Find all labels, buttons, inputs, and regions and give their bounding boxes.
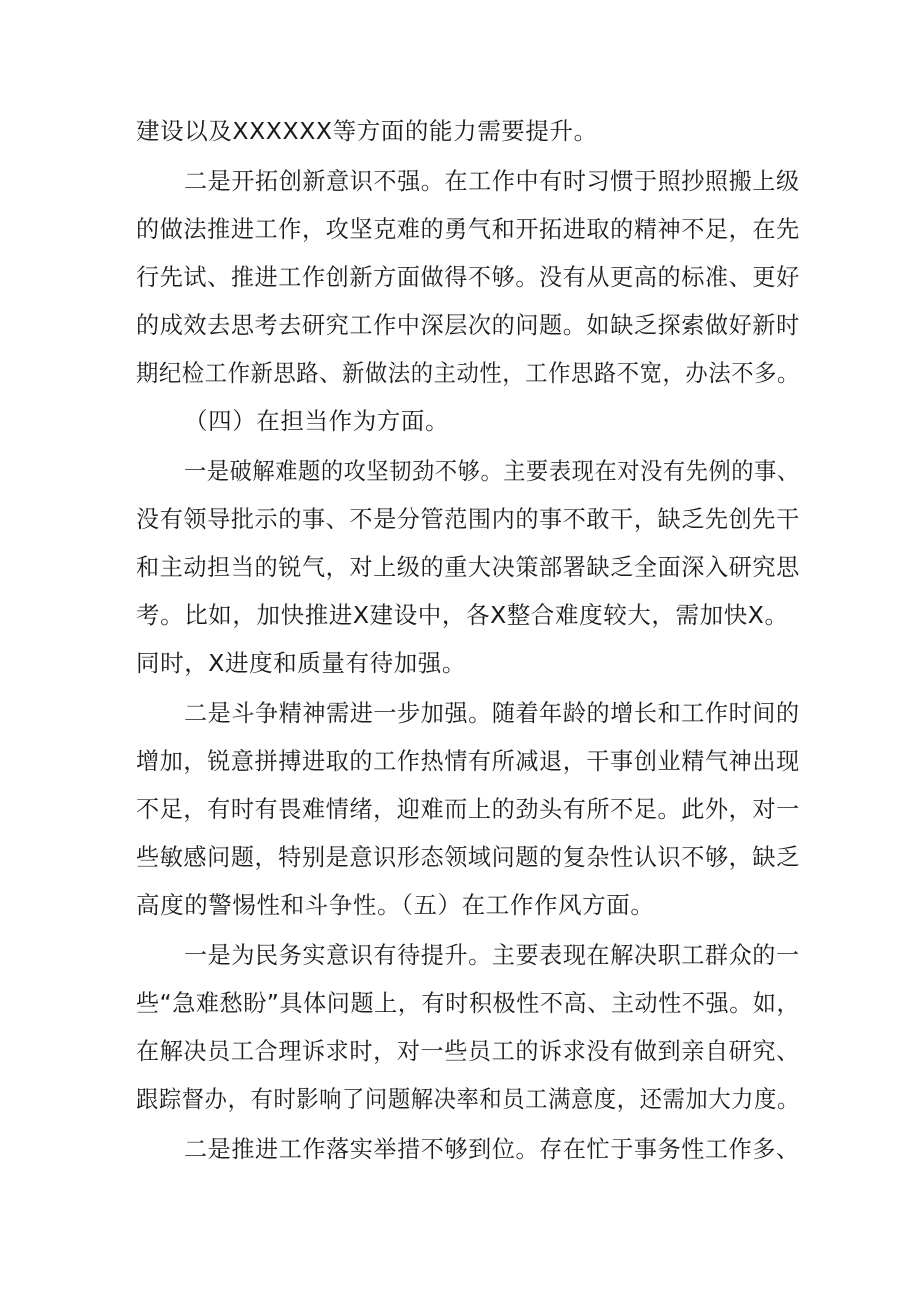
paragraph-first-line: 一是破解难题的攻坚韧劲不够。主要表现在对没有先例的事、 [184, 457, 800, 485]
text-line: 考。比如，加快推进X建设中，各X整合难度较大，需加快X。 [136, 601, 789, 629]
text-line: 增加，锐意拼搏进取的工作热情有所减退，干事创业精气神出现 [136, 747, 800, 775]
text-line: 不足，有时有畏难情绪，迎难而上的劲头有所不足。此外，对一 [136, 795, 800, 823]
text-line: 的成效去思考去研究工作中深层次的问题。如缺乏探索做好新时 [136, 311, 800, 339]
text-line: 和主动担当的锐气，对上级的重大决策部署缺乏全面深入研究思 [136, 553, 800, 581]
text-line: 同时，X进度和质量有待加强。 [136, 649, 466, 677]
text-line: 跟踪督办，有时影响了问题解决率和员工满意度，还需加大力度。 [136, 1085, 800, 1113]
paragraph-first-line: 二是开拓创新意识不强。在工作中有时习惯于照抄照搬上级 [184, 167, 800, 195]
text-line: 高度的警惕性和斗争性。（五）在工作作风方面。 [136, 891, 655, 919]
text-line: 期纪检工作新思路、新做法的主动性，工作思路不宽，办法不多。 [136, 359, 800, 387]
text-line: 没有领导批示的事、不是分管范围内的事不敢干，缺乏先创先干 [136, 505, 800, 533]
paragraph-first-line: 二是推进工作落实举措不够到位。存在忙于事务性工作多、 [184, 1135, 800, 1163]
paragraph-first-line: 一是为民务实意识有待提升。主要表现在解决职工群众的一 [184, 941, 800, 969]
text-line: 些敏感问题，特别是意识形态领域问题的复杂性认识不够，缺乏 [136, 843, 800, 871]
paragraph-first-line: 二是斗争精神需进一步加强。随着年龄的增长和工作时间的 [184, 699, 800, 727]
text-line: 行先试、推进工作创新方面做得不够。没有从更高的标准、更好 [136, 263, 800, 291]
text-line: 在解决员工合理诉求时，对一些员工的诉求没有做到亲自研究、 [136, 1037, 800, 1065]
text-line: 的做法推进工作，攻坚克难的勇气和开拓进取的精神不足，在先 [136, 215, 800, 243]
text-line: 些“急难愁盼”具体问题上，有时积极性不高、主动性不强。如， [136, 989, 801, 1017]
text-line: 建设以及XXXXXX等方面的能力需要提升。 [136, 117, 598, 145]
section-heading: （四）在担当作为方面。 [184, 407, 450, 435]
